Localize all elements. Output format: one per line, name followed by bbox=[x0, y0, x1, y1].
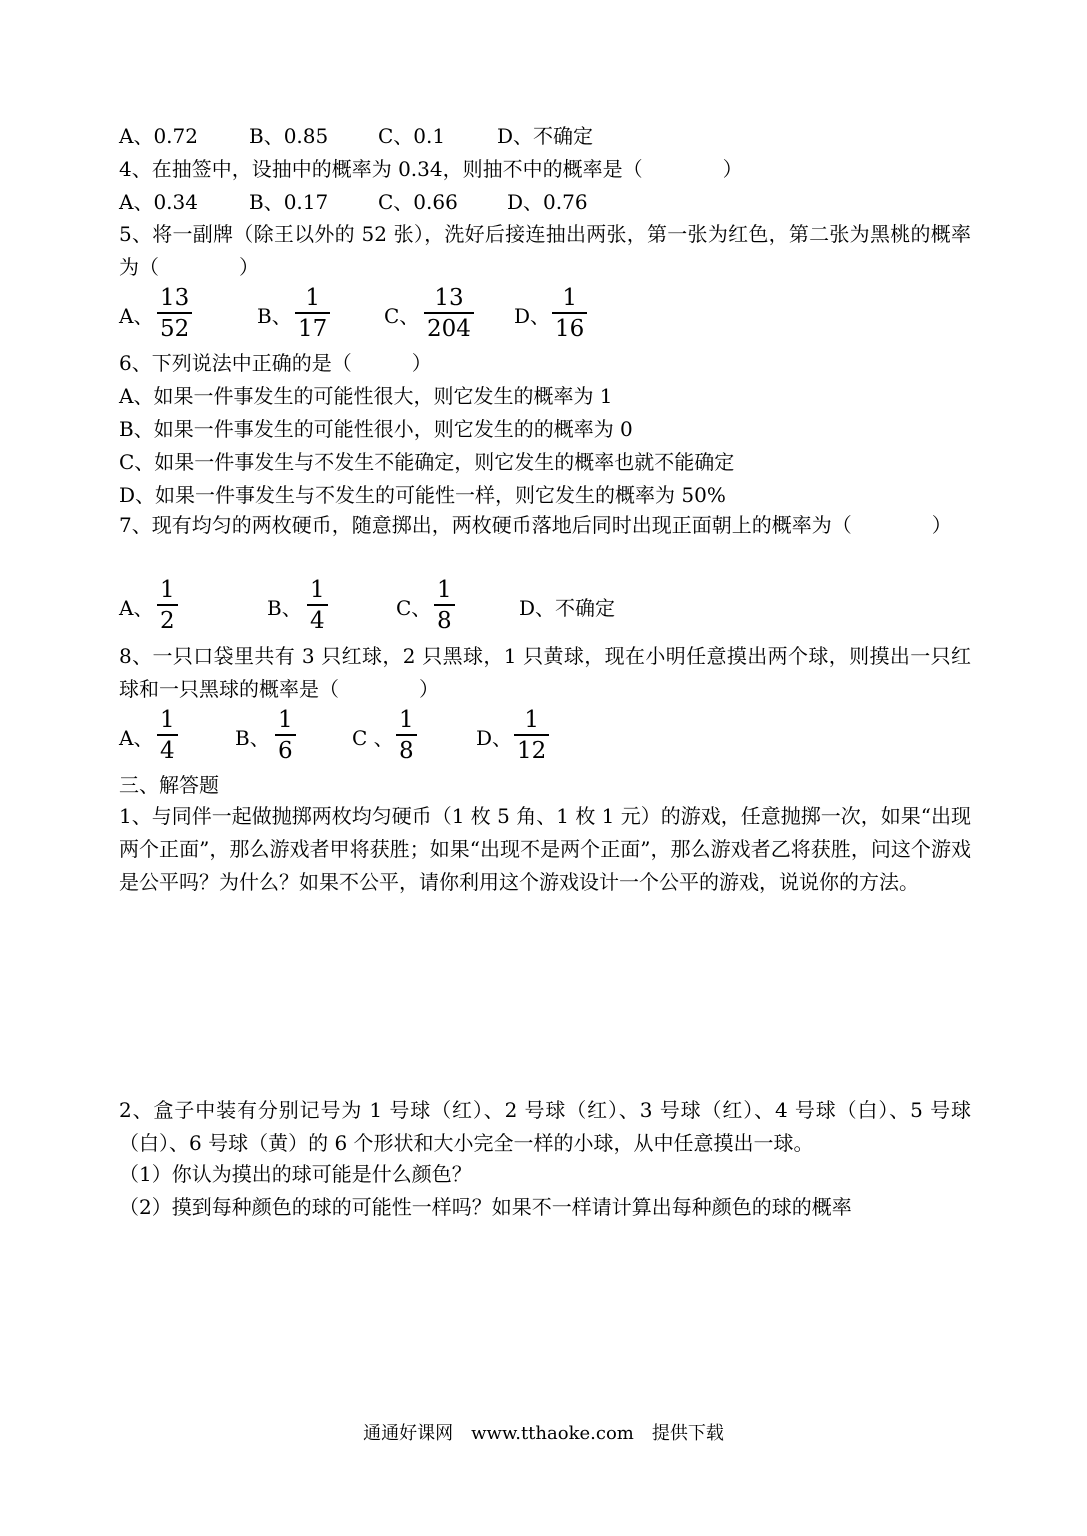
fraction bbox=[275, 706, 296, 766]
fraction-denominator: 12 bbox=[517, 737, 547, 764]
fraction bbox=[157, 576, 178, 636]
fraction-denominator: 6 bbox=[278, 737, 293, 764]
option-label: D、 bbox=[514, 304, 551, 328]
section-title: 三、解答题 bbox=[119, 773, 219, 797]
fraction-denominator: 4 bbox=[310, 607, 325, 634]
problem-1: 1、与同伴一起做抛掷两枚均匀硬币（1 枚 5 角、1 枚 1 元）的游戏，任意抛掷一次，如果“出现两个正面”，那么游戏者甲将获胜；如果“出现不是两个正面”，那么游戏者乙将获胜，问这个游戏是公平吗？为什么？如果不公平，请你利用这个游戏设计一个公平的游戏，说说你的方法。 bbox=[119, 804, 971, 894]
q6-option-c: C、如果一件事发生与不发生不能确定，则它发生的概率也就不能确定 bbox=[119, 450, 735, 474]
fraction-denominator: 8 bbox=[399, 737, 414, 764]
fraction-numerator: 1 bbox=[399, 707, 414, 733]
option-label: C、 bbox=[396, 596, 432, 620]
q4-option-c: C、0.66 bbox=[378, 190, 458, 214]
option-label: A、 bbox=[119, 596, 154, 620]
fraction bbox=[552, 284, 587, 344]
problem-2-sub-1: （1）你认为摸出的球可能是什么颜色？ bbox=[119, 1162, 472, 1186]
fraction bbox=[157, 706, 178, 766]
option-label: D、不确定 bbox=[519, 596, 616, 620]
fraction bbox=[295, 284, 330, 344]
fraction-numerator: 1 bbox=[437, 577, 452, 603]
q4-option-b: B、0.17 bbox=[249, 190, 329, 214]
fraction-numerator: 1 bbox=[524, 707, 539, 733]
problem-2-sub-2: （2）摸到每种颜色的球的可能性一样吗？如果不一样请计算出每种颜色的球的概率 bbox=[119, 1195, 852, 1219]
q6-question: 6、下列说法中正确的是（ ） bbox=[119, 351, 432, 375]
fraction-denominator: 2 bbox=[160, 607, 175, 634]
q3-option-c: C、0.1 bbox=[378, 124, 446, 148]
q4-option-d: D、0.76 bbox=[507, 190, 588, 214]
fraction-numerator: 13 bbox=[434, 285, 464, 311]
fraction bbox=[424, 284, 474, 344]
fraction-numerator: 1 bbox=[160, 707, 175, 733]
fraction-denominator: 52 bbox=[160, 315, 190, 342]
option-label: B、 bbox=[267, 596, 302, 620]
q5-question: 5、将一副牌（除王以外的 52 张），洗好后接连抽出两张，第一张为红色，第二张为黑桃的概率为（ ） bbox=[119, 222, 971, 279]
fraction-numerator: 1 bbox=[305, 285, 320, 311]
fraction-numerator: 13 bbox=[160, 285, 190, 311]
option-label: B、 bbox=[235, 726, 270, 750]
q8-question: 8、一只口袋里共有 3 只红球，2 只黑球，1 只黄球，现在小明任意摸出两个球，则摸出一只红球和一只黑球的概率是（ ） bbox=[119, 644, 971, 701]
fraction-denominator: 8 bbox=[437, 607, 452, 634]
option-label: A、 bbox=[119, 726, 154, 750]
problem-2: 2、盒子中装有分别记号为 1 号球（红）、2 号球（红）、3 号球（红）、4 号球（白）、5 号球（白）、6 号球（黄）的 6 个形状和大小完全一样的小球，从中任意摸出一球。 bbox=[119, 1098, 971, 1155]
fraction-denominator: 204 bbox=[427, 315, 471, 342]
option-label: D、 bbox=[476, 726, 513, 750]
fraction-denominator: 17 bbox=[298, 315, 328, 342]
q4-option-a: A、0.34 bbox=[119, 190, 198, 214]
option-label: B、 bbox=[257, 304, 292, 328]
q3-option-b: B、0.85 bbox=[249, 124, 329, 148]
fraction-denominator: 16 bbox=[555, 315, 585, 342]
fraction-denominator: 4 bbox=[160, 737, 175, 764]
q4-question: 4、在抽签中，设抽中的概率为 0.34，则抽不中的概率是（ ） bbox=[119, 157, 743, 181]
fraction bbox=[434, 576, 455, 636]
q7-question: 7、现有均匀的两枚硬币，随意掷出，两枚硬币落地后同时出现正面朝上的概率为（ ） bbox=[119, 513, 952, 537]
q3-option-a: A、0.72 bbox=[119, 124, 198, 148]
fraction bbox=[514, 706, 549, 766]
option-label: C、 bbox=[384, 304, 420, 328]
q6-option-a: A、如果一件事发生的可能性很大，则它发生的概率为 1 bbox=[119, 384, 613, 408]
option-label: C 、 bbox=[352, 726, 394, 750]
page-footer: 通通好课网 www.tthaoke.com 提供下载 bbox=[363, 1423, 724, 1444]
fraction-numerator: 1 bbox=[160, 577, 175, 603]
fraction-numerator: 1 bbox=[278, 707, 293, 733]
fraction-numerator: 1 bbox=[310, 577, 325, 603]
q6-option-b: B、如果一件事发生的可能性很小，则它发生的的概率为 0 bbox=[119, 417, 633, 441]
fraction-numerator: 1 bbox=[562, 285, 577, 311]
option-label: A、 bbox=[119, 304, 154, 328]
q3-option-d: D、不确定 bbox=[497, 124, 594, 148]
fraction bbox=[307, 576, 328, 636]
q6-option-d: D、如果一件事发生与不发生的可能性一样，则它发生的概率为 50% bbox=[119, 483, 726, 507]
fraction bbox=[157, 284, 192, 344]
fraction bbox=[396, 706, 417, 766]
